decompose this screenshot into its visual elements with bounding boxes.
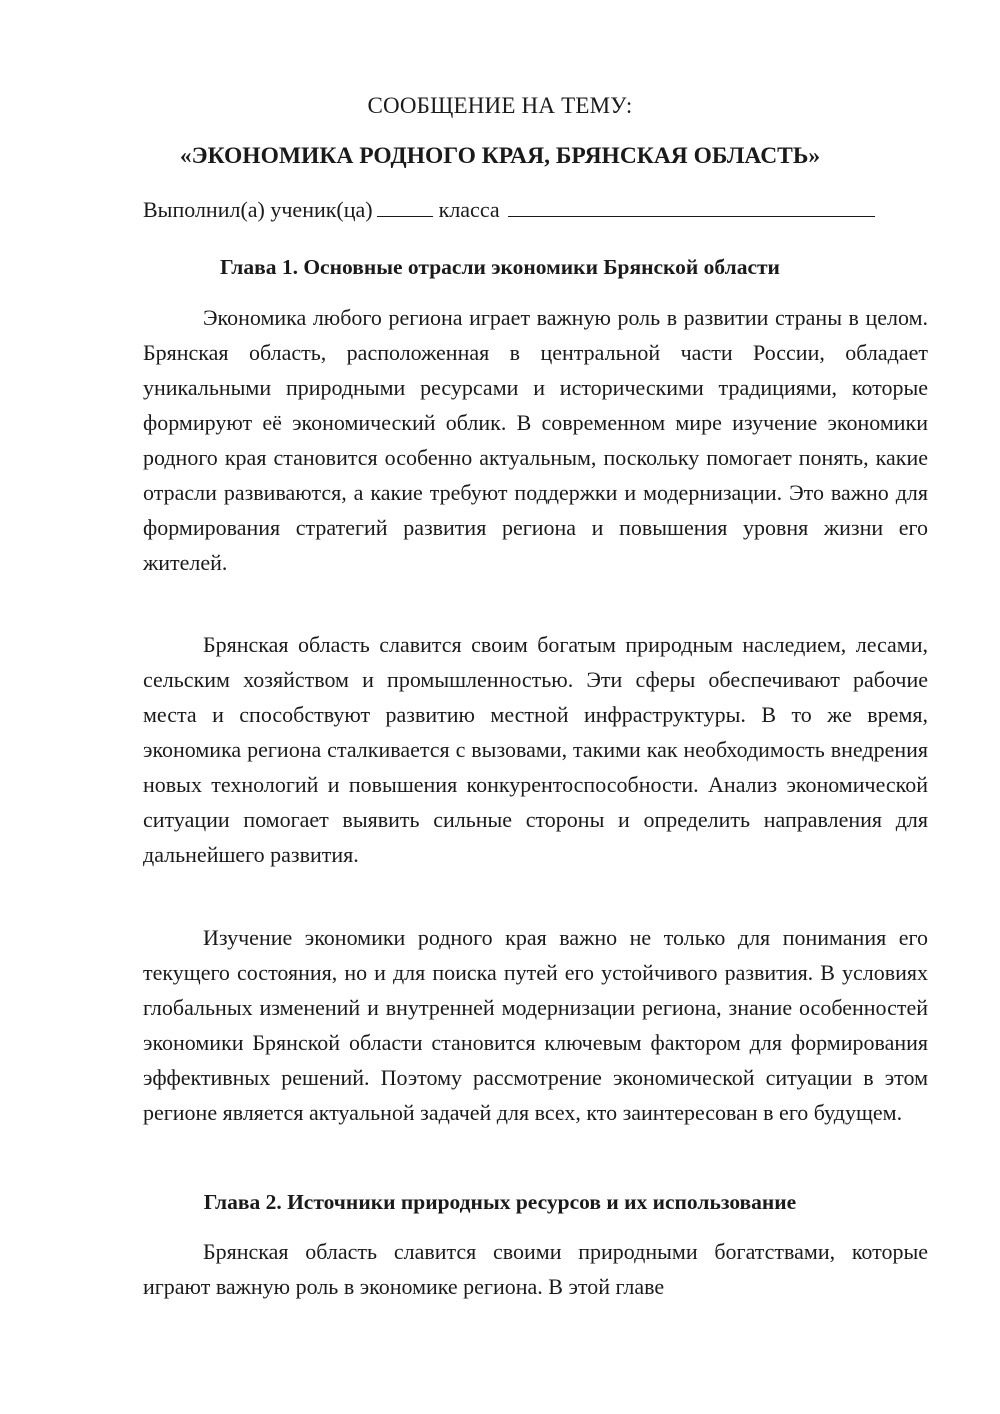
document-title-line-1: СООБЩЕНИЕ НА ТЕМУ: xyxy=(367,93,633,118)
document-title-line-2: «ЭКОНОМИКА РОДНОГО КРАЯ, БРЯНСКАЯ ОБЛАСТЬ» xyxy=(179,143,821,169)
chapter-1-paragraph-2: Брянская область славится своим богатым природным наследием, лесами, сельским хозяйством и промышленностью. Эти сферы обеспечивают рабочие места и способствуют развитию местной инфраструктуры. В то же время, экономика региона сталкивается с вызовами, такими как необходимость внедрения новых технологий и повышения конкурентоспособности. Анализ экономической ситуации помогает выявить сильные стороны и определить направления для дальнейшего развития. xyxy=(143,632,928,867)
chapter-2-paragraph-1: Брянская область славится своими природными богатствами, которые играют важную роль в экономике региона. В этой главе xyxy=(143,1239,928,1299)
author-class-label: класса xyxy=(438,197,500,222)
chapter-1-heading: Глава 1. Основные отрасли экономики Брянской области xyxy=(220,255,780,279)
author-line xyxy=(143,197,875,223)
class-name-blank-field xyxy=(508,198,875,217)
chapter-1-paragraph-3: Изучение экономики родного края важно не только для понимания его текущего состояния, но и для поиска путей его устойчивого развития. В условиях глобальных изменений и внутренней модернизации региона, знание особенностей экономики Брянской области становится ключевым фактором для формирования эффективных решений. Поэтому рассмотрение экономической ситуации в этом регионе является актуальной задачей для всех, кто заинтересован в его будущем. xyxy=(143,925,928,1125)
author-prefix: Выполнил(а) ученик(ца) xyxy=(143,197,373,222)
chapter-1-paragraph-1: Экономика любого региона играет важную роль в развитии страны в целом. Брянская область, расположенная в центральной части России, обладает уникальными природными ресурсами и историческими традициями, которые формируют её экономический облик. В современном мире изучение экономики родного края становится особенно актуальным, поскольку помогает понять, какие отрасли развиваются, а какие требуют поддержки и модернизации. Это важно для формирования стратегий развития региона и повышения уровня жизни его жителей. xyxy=(143,305,928,575)
chapter-2-heading: Глава 2. Источники природных ресурсов и их использование xyxy=(203,1190,797,1214)
grade-blank-field xyxy=(377,198,433,217)
